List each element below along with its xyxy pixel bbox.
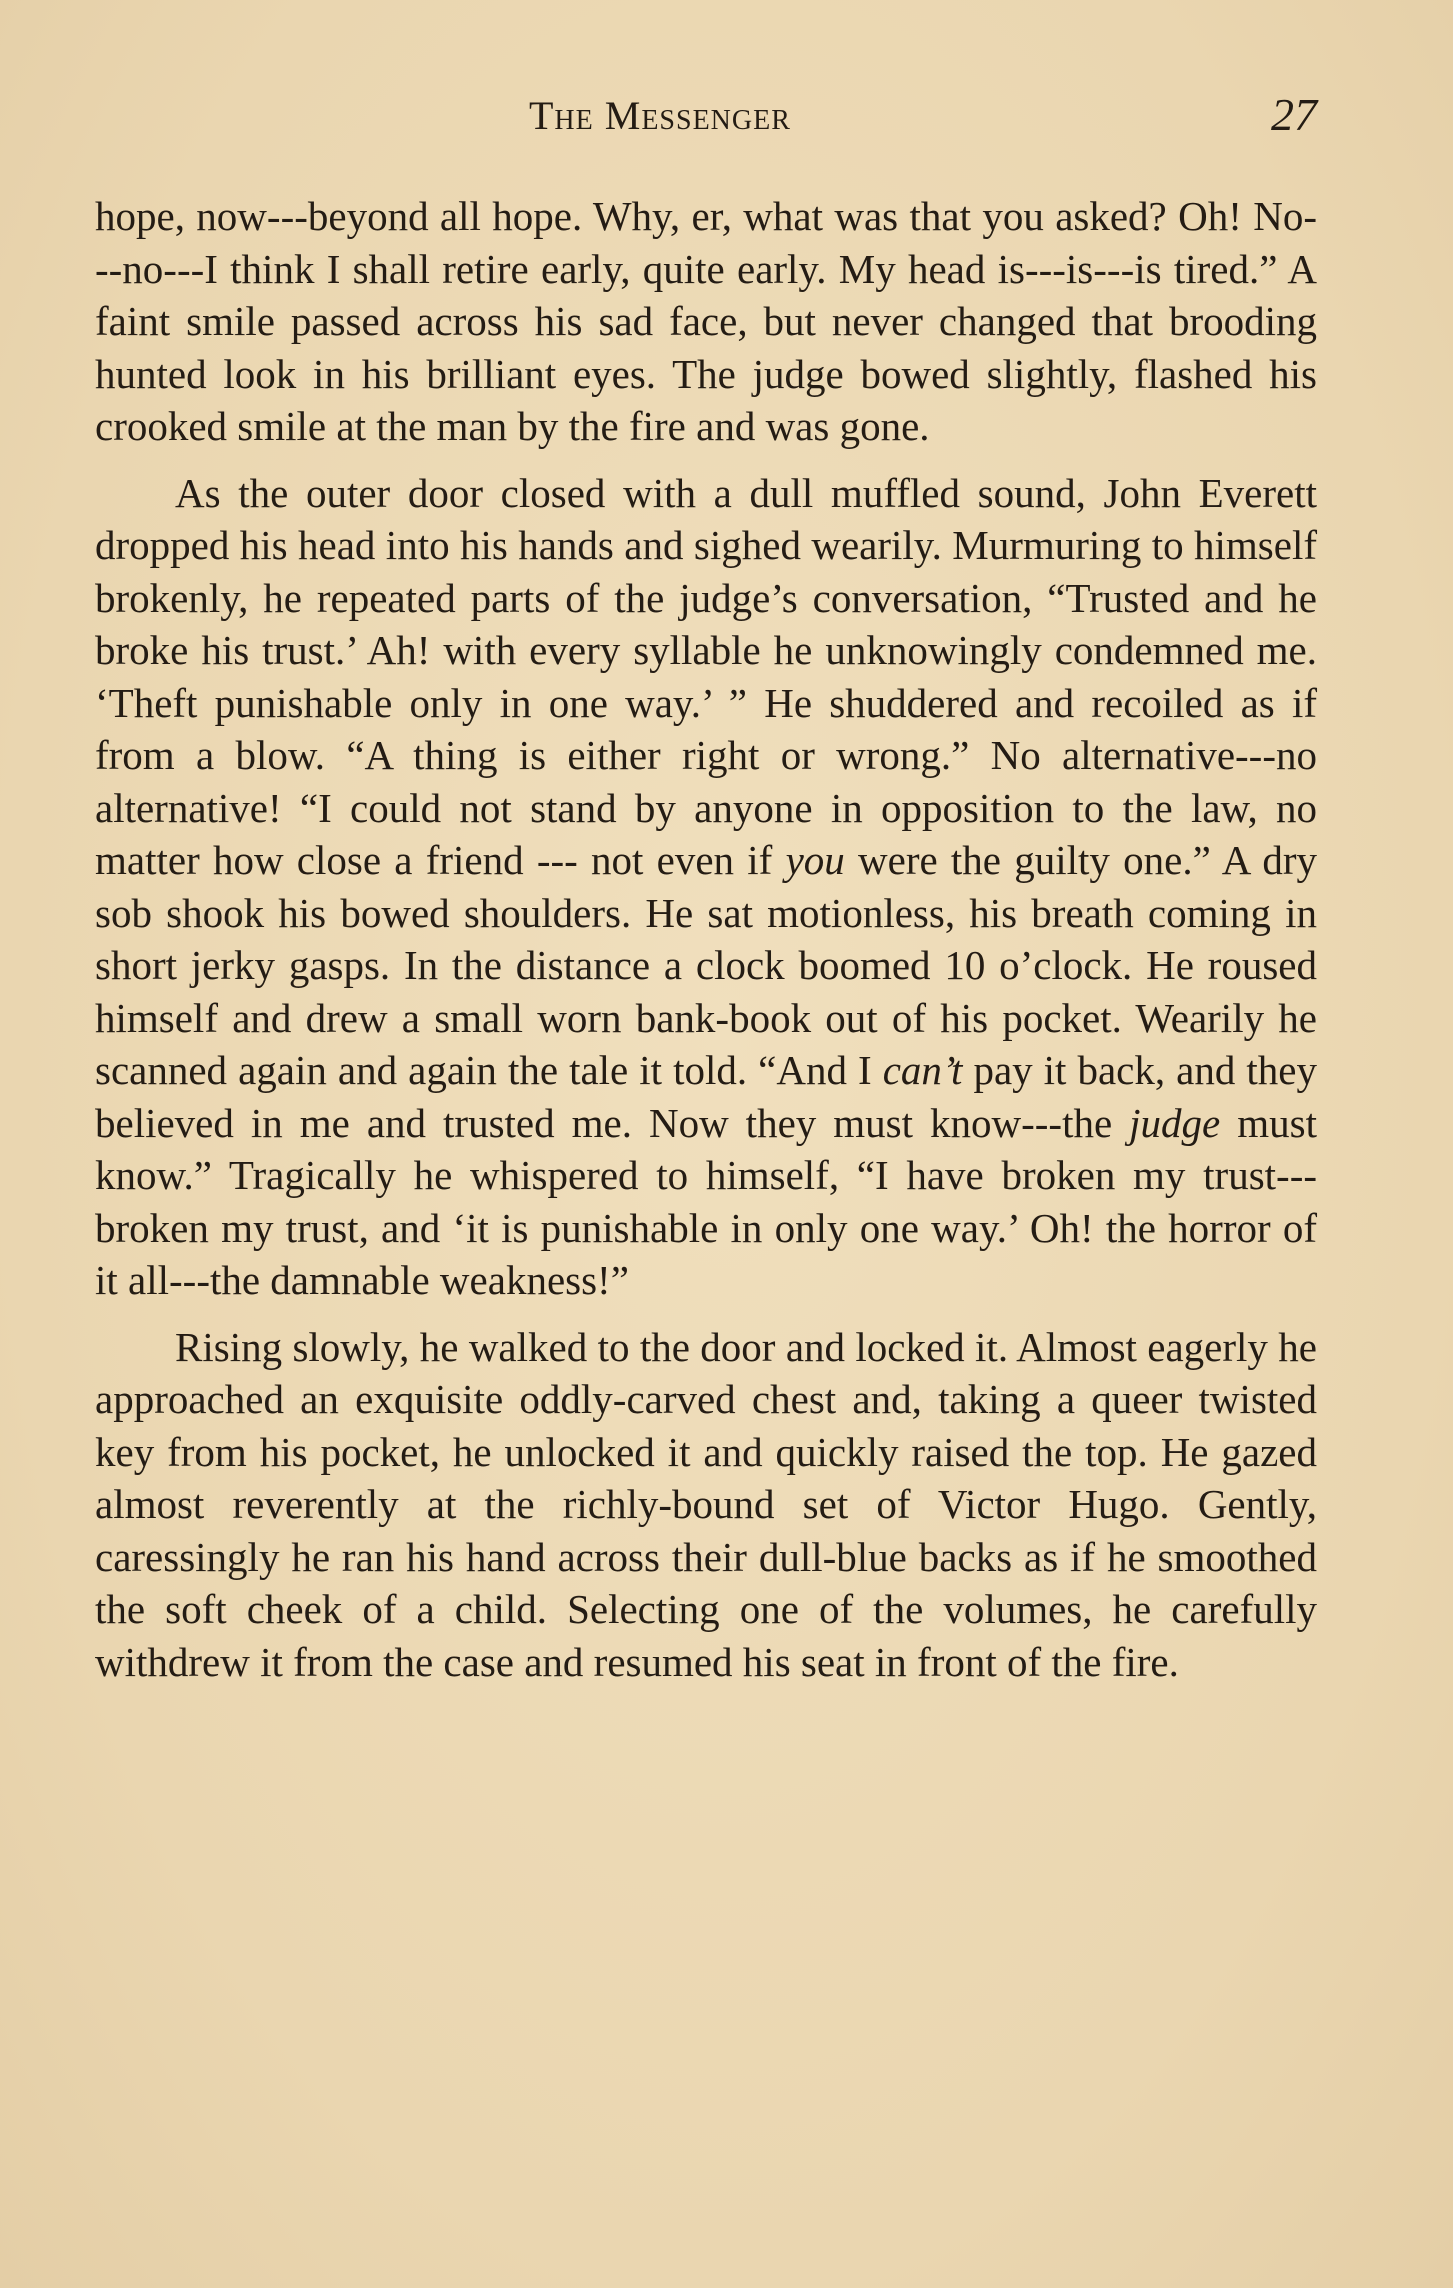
text-segment: As the outer door closed with a dull muffled sound, John Everett dropped his head into his hands and sighed wearily. Murmuring to himself brokenly, he repeated parts of the judge’s conversation, “Trusted and he broke his trust.’ Ah! with every syllable he unknowingly condemned me. ‘Theft punishable only in one way.’ ” He shuddered and recoiled as if from a blow. “A thing is either right or wrong.” No alternative---no alternative! “I could not stand by anyone in opposition to the law, no matter how close a friend --- not even if xyxy=(95,469,1317,883)
page-header xyxy=(95,88,1317,148)
text-segment: must know.” Tragically he whispered to himself, “I have broken my trust---broken my trust, and ‘it is punishable in only one way.’ Oh! the horror of it all---the damnable weakness!” xyxy=(95,1099,1317,1303)
text-segment: were the guilty one.” A dry sob shook his bowed shoulders. He sat motionless, his breath coming in short jerky gasps. In the distance a clock boomed 10 o’clock. He roused himself and drew a small worn bank-book out of his pocket. Wearily he scanned again and again the tale it told. “And I xyxy=(95,837,1317,1093)
paragraph-2 xyxy=(95,467,1317,1307)
italic-segment: can’t xyxy=(882,1047,963,1093)
text-segment: Rising slowly, he walked to the door and locked it. Almost eagerly he approached an exquisite oddly-carved chest and, taking a queer twisted key from his pocket, he unlocked it and quickly raised the top. He gazed almost reverently at the richly-bound set of Victor Hugo. Gently, caressingly he ran his hand across their dull-blue backs as if he smoothed the soft cheek of a child. Selecting one of the volumes, he carefully withdrew it from the case and resumed his seat in front of the fire. xyxy=(95,1323,1317,1685)
paragraph-3 xyxy=(95,1321,1317,1689)
italic-segment: judge xyxy=(1129,1099,1221,1146)
paragraph-1 xyxy=(95,190,1317,453)
page-number: 27 xyxy=(1271,89,1317,140)
text-segment: pay it back, and they believed in me and trusted me. Now they must know---the xyxy=(95,1047,1317,1146)
running-head: The Messenger xyxy=(529,93,791,138)
text-segment: hope, now---beyond all hope. Why, er, what was that you asked? Oh! No---no---I think I shall retire early, quite early. My head is---is---is tired.” A faint smile passed across his sad face, but never changed that brooding hunted look in his brilliant eyes. The judge bowed slightly, flashed his crooked smile at the man by the fire and was gone. xyxy=(95,193,1317,449)
body-text xyxy=(95,190,1317,1688)
italic-segment: you xyxy=(785,837,845,883)
